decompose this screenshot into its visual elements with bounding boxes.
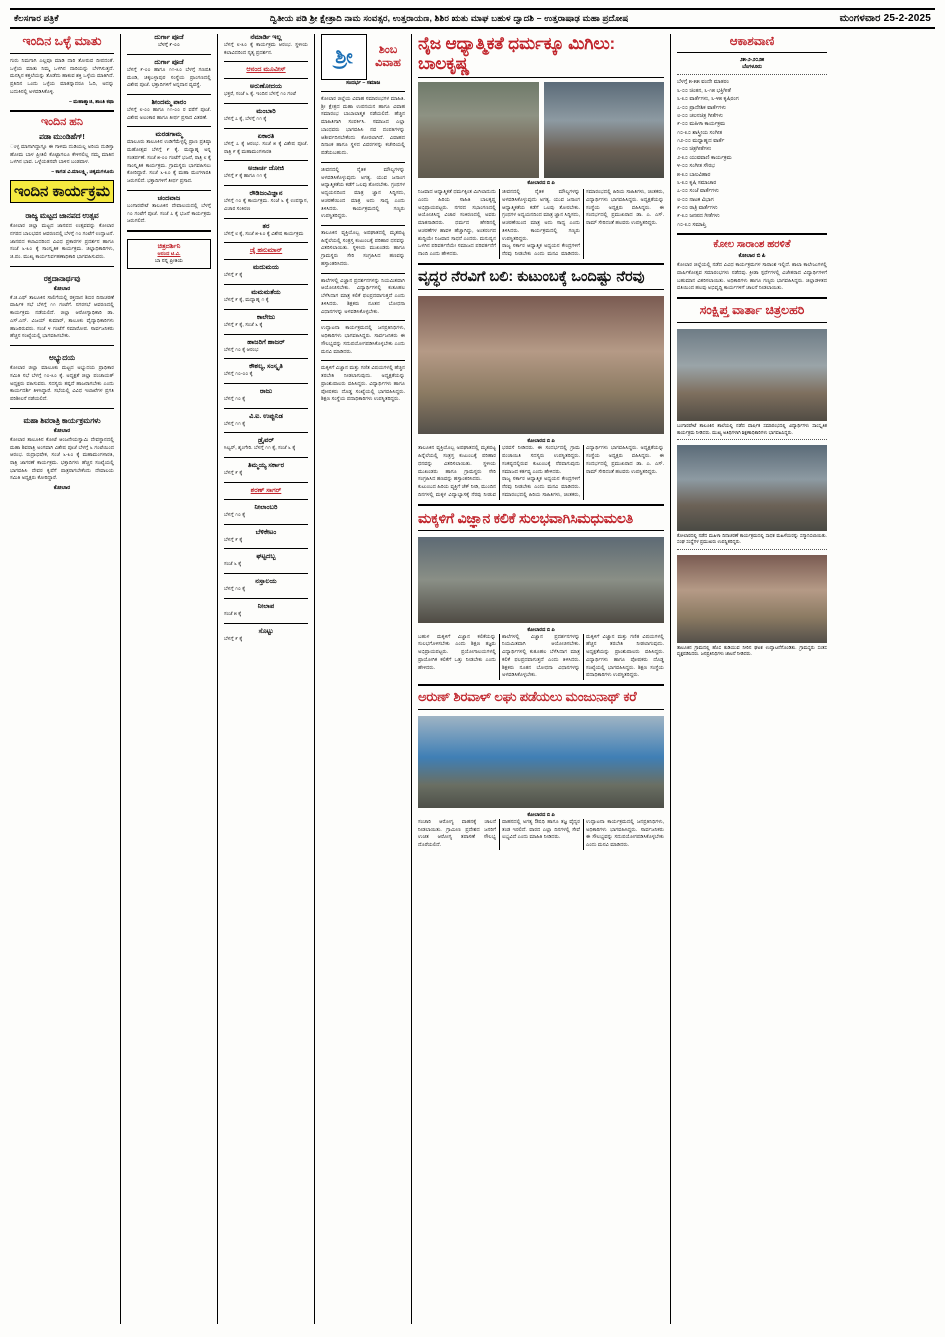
program-title: ಅಭ್ಯುದಯ	[49, 353, 75, 363]
listing-title: ನೀಲಾಪ	[257, 602, 275, 610]
listing-title: ಜೈ ಹನುಮಾನ್	[249, 247, 283, 255]
mid-body-2: ಕುಟುಂಬದ ಹಿರಿಯ ವ್ಯಕ್ತಿಗೆ ಚೆಕ್ ನೀಡಿ, ಮುಂದಿನ ದಿನಗಳಲ್ಲಿ ಮಕ್ಕಳ ವಿದ್ಯಾಭ್ಯಾಸಕ್ಕೆ ನೆರವು ನೀಡುವ ಭರವಸೆ ನೀಡಿದರು. ಈ ಸಂದರ್ಭದಲ್ಲಿ ಗ್ರಾಮ ಪಂಚಾಯಿತಿ ಸದಸ್ಯರು ಉಪಸ್ಥಿತರಿದ್ದರು. ಸಂಕಷ್ಟದಲ್ಲಿರುವ ಕುಟುಂಬಕ್ಕೆ ನೆರವಾಗುವುದು ಸಮಾಜದ ಕರ್ತವ್ಯ ಎಂದು ಹೇಳಿದರು.	[418, 445, 580, 498]
listing-4	[224, 133, 308, 156]
listing-title: ತರ	[262, 222, 270, 230]
listing-24	[224, 628, 308, 644]
listing-11	[224, 314, 308, 330]
marriage-section-body-3: ತಾಲೂಕಿನ ವ್ಯಕ್ತಿಯೊಬ್ಬ ಅಪಘಾತದಲ್ಲಿ ಮೃತಪಟ್ಟ ಹಿನ್ನೆಲೆಯಲ್ಲಿ ಸಂತ್ರಸ್ತ ಕುಟುಂಬಕ್ಕೆ ಪರಿಹಾರ ಧನವನ್ನು ವಿತರಿಸಲಾಯಿತು. ಸ್ಥಳೀಯ ಮುಖಂಡರು ಹಾಗೂ ಗ್ರಾಮಸ್ಥರು ಸೇರಿ ಸಂಗ್ರಹಿಸಿದ ಹಣವನ್ನು ಹಸ್ತಾಂತರಿಸಿದರು.	[321, 230, 405, 267]
listing-title: ಆನಂದ ಮೂವೀಸ್	[246, 66, 286, 74]
listing-body: ಬೆಳಗ್ಗೆ ೧೦ ಕ್ಕೆ	[224, 511, 246, 518]
listing-body: ಬೆಳಗ್ಗೆ ೯ ಕ್ಕೆ	[224, 272, 243, 279]
durga-pooja-time: ಬೆಳಗ್ಗೆ ೯-೦೦	[158, 42, 180, 48]
tv-section-heading: ಕೋಲ ಸಾರಾಂಶ ಹರಳಿತೆ	[713, 239, 791, 251]
program-title: ರಕ್ತದಾನಾರ್ಥವು	[43, 273, 81, 283]
brief-caption-2: ಕೋಲಾರದಲ್ಲಿ ನಡೆದ ಮಹಿಳಾ ದಿನಾಚರಣೆ ಕಾರ್ಯಕ್ರಮದಲ್ಲಿ ಸಾಧಕ ಮಹಿಳೆಯರನ್ನು ಸನ್ಮಾನಿಸಲಾಯಿತು. ಸಂಘ ಸಂಸ್ಥೆಗಳ ಪ್ರಮುಖರು ಉಪಸ್ಥಿತರಿದ್ದರು.	[677, 532, 827, 545]
cinema-ad-chitradarshini[interactable]	[127, 239, 211, 269]
good-word-signature: – ಮಹಾತ್ಮಾಜಿ, ಶಾಂತಿ ಕಥಾ	[68, 98, 114, 105]
listing-title: ನೀಲಾಂಬರಿ	[254, 503, 278, 511]
listing-body: ಸಿಲ್ವರ್, ಶೃಂಗೇರಿ. ಬೆಳಗ್ಗೆ ೧೧ ಕ್ಕೆ, ಸಂಜೆ ೬ ಕ್ಕೆ	[224, 445, 296, 452]
masthead-date: ಮಂಗಳವಾರ 25-2-2025	[839, 13, 931, 24]
brief-photo-2	[677, 445, 827, 531]
program-body: ಕೋಲಾರ ತಾಲೂಕಿನ ಕೋಟೆ ಆಂಜನೇಯಸ್ವಾಮಿ ದೇವಸ್ಥಾನದಲ್ಲಿ ಮಹಾ ಶಿವರಾತ್ರಿ ಅಂಗವಾಗಿ ವಿಶೇಷ ಪೂಜೆ ಬೆಳಗ್ಗೆ ೬ ಗಂಟೆಯಿಂದ ಆರಂಭ. ರುದ್ರಾಭಿಷೇಕ, ಸಂಜೆ ೬-೩೦ ಕ್ಕೆ ಮಹಾಮಂಗಳಾರತಿ, ರಾತ್ರಿ ಜಾಗರಣೆ ಕಾರ್ಯಕ್ರಮ. ಭಕ್ತಾದಿಗಳು ಹೆಚ್ಚಿನ ಸಂಖ್ಯೆಯಲ್ಲಿ ಭಾಗವಹಿಸಿ ದೇವರ ಕೃಪೆಗೆ ಪಾತ್ರರಾಗಬೇಕೆಂದು ದೇವಾಲಯ ಸಮಿತಿ ಅಧ್ಯಕ್ಷರು ಕೋರಿದ್ದಾರೆ.	[10, 436, 114, 482]
listing-3	[224, 108, 308, 124]
mid-photo	[418, 296, 664, 434]
listing-body: ಬೆಳಗ್ಗೆ ೭ ಕ್ಕೆ, ಬೆಳಗ್ಗೆ ೧೧ ಕ್ಕೆ	[224, 116, 267, 123]
tv-section-place: ಕೋಲಾರ ಬಿ ಪಿ	[738, 253, 766, 260]
bottom-photo-caption: ಕೋಲಾರದ ಬಿ ಪಿ	[527, 811, 555, 818]
listing-title: ಕಾಲೇಜು	[256, 313, 276, 321]
temple-name: ಮರಡಗಾಮ್ಮ	[155, 131, 183, 139]
listing-title: ಹಾಜರಿಗೆ ಹಾಜರ್	[247, 338, 285, 346]
listing-body: ಸಂಜೆ ೫ ಕ್ಕೆ	[224, 610, 242, 617]
temple-detail: ಮಾಲೂರು ತಾಲೂಕಿನ ಉಡಿಗೆಮೆಳ್ಳಲ್ಲಿ ಪ್ರಾಣ ಪ್ರತಿಷ್ಠಾ ಮಹೋತ್ಸವ ಬೆಳಗ್ಗೆ ೯ ಕ್ಕೆ. ಮಧ್ಯಾಹ್ನ ಅನ್ನ ಸಂತರ್ಪಣೆ. ಸಂಜೆ ೫-೦೦ ಗಂಟೆಗೆ ಭಜನೆ, ರಾತ್ರಿ ೮ ಕ್ಕೆ ಸಾಂಸ್ಕೃತಿಕ ಕಾರ್ಯಕ್ರಮ. ಗ್ರಾಮಸ್ಥರು ಭಾಗವಹಿಸಲು ಕೋರಿದ್ದಾರೆ. ಸಂಜೆ ೬-೩೦ ಕ್ಕೆ ಮಹಾ ಮಂಗಳಾರತಿ ಜರುಗಲಿದೆ. ಭಕ್ತಾದಿಗಳಿಗೆ ತೀರ್ಥ ಪ್ರಸಾದ.	[127, 139, 211, 185]
listing-22	[224, 578, 308, 594]
akashvani-line-15: ೯-೦೦ ರಾತ್ರಿ ವಾರ್ತೆಗಳು	[677, 205, 718, 212]
publication-logo: ಶ್ರೀ	[321, 34, 367, 80]
listing-18[interactable]	[224, 487, 308, 495]
listing-10	[224, 289, 308, 305]
listing-title: ವಿ.ಐ. ಉಪ್ಪುನಿಡ	[249, 412, 283, 420]
listing-title: ಮದುಮಯ	[253, 264, 279, 272]
drop-body: ಂಳ್ಳ ಮಾಗಾಗಿದ್ದಾಗ್ಲೂ ಈ ಗಾಳಿಮ ದುಡಿಯಲ್ಲ ಅರಿಯ ದುಡಿಸ್ತಾ ಹೋಮ ಬಾಳ ಪ್ರೀತಿಲಿ ಕೊಟ್ಟಾಗಲೂ ಕೇಳಿಸಲಿಲ್ಲ ನಮ್ಮ ಮಾತಿನ ಒಳಗಿನ ಭಾವ. ಒಳ್ಳೆಯತನವೇ ಬಾಳಿನ ಬಂಡವಾಳ.	[10, 143, 114, 166]
masthead-left: ಕೆಲಸಗಾರ ಪತ್ರಿಕೆ	[14, 13, 59, 23]
listing-body: ಬೆಳಗ್ಗೆ ೯ ಕ್ಕೆ, ಸಂಜೆ ೬ ಕ್ಕೆ	[224, 321, 263, 328]
listing-9	[224, 264, 308, 280]
mid-body-3: ರಾಜ್ಯ ಸರ್ಕಾರ ಆಧ್ಯಾತ್ಮಿಕ ಅಧ್ಯಯನ ಕೇಂದ್ರಗಳಿಗೆ ನೆರವು ನೀಡಬೇಕು ಎಂದು ಮನವಿ ಮಾಡಿದರು. ಸಮಾರಂಭದಲ್ಲಿ ಹಿರಿಯ ಸಾಹಿತಿಗಳು, ಚಿಂತಕರು, ವಿದ್ಯಾರ್ಥಿಗಳು ಭಾಗವಹಿಸಿದ್ದರು. ಅಧ್ಯಕ್ಷತೆಯನ್ನು ಸಂಸ್ಥೆಯ ಅಧ್ಯಕ್ಷರು ವಹಿಸಿದ್ದರು. ಈ ಸಂದರ್ಭದಲ್ಲಿ ಪ್ರಮುಖರಾದ ಡಾ. ಎ. ಎಸ್. ರಾಮ್ ಸೇರಿದಂತೆ ಹಲವರು ಉಪಸ್ಥಿತರಿದ್ದರು.	[502, 445, 664, 498]
lower-headline: ಮಕ್ಕಳಿಗೆ ವಿಜ್ಞಾನ ಕಲಿಕೆ ಸುಲಭವಾಗಿಸಿಮಧುಮಲತಿ	[418, 509, 633, 526]
drop-subheading: ಪಡಾ ಮುಂಡಿಹೆಗ್!	[39, 131, 85, 141]
listing-title: ಏಕಾರತಿ	[257, 132, 275, 140]
listing-title: ನಸ್ತಾಲಯ	[255, 578, 277, 586]
listing-body: ಬೆಳಗ್ಗೆ ೧೦ ಕ್ಕೆ ಆರಂಭ	[224, 346, 259, 353]
akashvani-line-2: ೬-೩೦ ವಾರ್ತೆಗಳು, ೬-೪೫ ಕೃಷಿರಂಗ	[677, 96, 739, 103]
column-3	[224, 34, 308, 1324]
listing-23	[224, 603, 308, 619]
akashvani-line-12: ೬-೩೦ ಕೃಷಿ ಸಮಾಚಾರ	[677, 179, 717, 186]
bottom-body-3: ಉದ್ಘಾಟನಾ ಕಾರ್ಯಕ್ರಮದಲ್ಲಿ ಜನಪ್ರತಿನಿಧಿಗಳು, ಅಧಿಕಾರಿಗಳು ಭಾಗವಹಿಸಿದ್ದರು. ಸಾರ್ವಜನಿಕರು ಈ ಸೌಲಭ್ಯವನ್ನು ಸದುಪಯೋಗಪಡಿಸಿಕೊಳ್ಳಬೇಕು ಎಂದು ಮನವಿ ಮಾಡಿದರು.	[586, 818, 664, 849]
listing-body: ಬೆಳಗ್ಗೆ ೧೦ ಕ್ಕೆ	[224, 586, 246, 593]
listing-title: ಬೆಳಿಕೇಟಂ	[255, 528, 277, 536]
program-place: ಕೋಲಾರ	[53, 427, 71, 434]
program-body: ಕೋಲಾರ ಜಿಲ್ಲಾ ಮಾಲೂಕು ಮಟ್ಟದ ಅಭ್ಯುದಯ ಪ್ರಾಧಿಕಾರ ಸಮಿತಿ ಸಭೆ ಬೆಳಗ್ಗೆ ೧೦-೩೦ ಕ್ಕೆ. ಅಧ್ಯಕ್ಷತೆ ಜಿಲ್ಲಾ ಪಂಚಾಯತ್ ಅಧ್ಯಕ್ಷರು ವಹಿಸುವರು. ಸದಸ್ಯರು ತಪ್ಪದೆ ಹಾಜರಾಗಬೇಕು ಎಂದು ಕಾರ್ಯದರ್ಶಿ ತಿಳಿಸಿದ್ದಾರೆ. ಸಭೆಯಲ್ಲಿ ವಿವಿಧ ಇಲಾಖೆಗಳ ಪ್ರಗತಿ ಪರಿಶೀಲನೆ ನಡೆಯಲಿದೆ.	[10, 365, 114, 403]
mid-body-1: ತಾಲೂಕಿನ ವ್ಯಕ್ತಿಯೊಬ್ಬ ಅಪಘಾತದಲ್ಲಿ ಮೃತಪಟ್ಟ ಹಿನ್ನೆಲೆಯಲ್ಲಿ ಸಂತ್ರಸ್ತ ಕುಟುಂಬಕ್ಕೆ ಪರಿಹಾರ ಧನವನ್ನು ವಿತರಿಸಲಾಯಿತು. ಸ್ಥಳೀಯ ಮುಖಂಡರು ಹಾಗೂ ಗ್ರಾಮಸ್ಥರು ಸೇರಿ ಸಂಗ್ರಹಿಸಿದ ಹಣವನ್ನು ಹಸ್ತಾಂತರಿಸಿದರು.	[418, 445, 496, 483]
good-word-heading: ಇಂದಿನ ಒಳ್ಳೆ ಮಾತು	[22, 34, 102, 48]
durga-pooja-heading: ದುರ್ಗಾ ಪೂಜೆ	[154, 34, 184, 41]
column-2	[127, 34, 211, 1324]
lead-photo-2	[544, 82, 665, 178]
temple-item-0	[127, 59, 211, 90]
listing-6	[224, 190, 308, 213]
listing-title: ಅರುಣೋದಯ	[249, 83, 283, 91]
lower-photo-caption: ಕೋಲಾರದ ಬಿ ಪಿ	[527, 626, 555, 633]
listing-15	[224, 413, 308, 429]
listing-13	[224, 363, 308, 379]
temple-item-3	[127, 195, 211, 226]
listing-body: ಬೆಳಗ್ಗೆ ೯ ಕ್ಕೆ, ಮಧ್ಯಾಹ್ನ ೧ ಕ್ಕೆ	[224, 297, 269, 304]
listing-body: ಸಂಜೆ ೬ ಕ್ಕೆ	[224, 561, 242, 568]
brief-photo-1	[677, 329, 827, 421]
listing-16	[224, 437, 308, 453]
akashvani-line-1: ೬-೦೦ ಚಿಂತನ, ೬-೧೫ ಭಕ್ತಿಗೀತೆ	[677, 87, 731, 94]
listing-8[interactable]	[224, 247, 308, 255]
listing-title: ಡ್ರೈವರ್	[257, 437, 275, 445]
listing-body: ಬೆಳಗ್ಗೆ ೧೧ ಕ್ಕೆ	[224, 420, 246, 427]
drop-signature: – ಕಾಗಡ ವಿ.ಮಾಲಕ್ಷ್ಮಿ, ಚಿಕ್ಕಮಗಳೂರು	[51, 169, 114, 176]
akashvani-line-10: ೪-೦೦ ಸಂಗೀತ ಸೌರಭ	[677, 163, 715, 170]
cinema-ad-title: ಚಿತ್ರದರ್ಶಿನಿ	[157, 243, 181, 251]
bottom-photo	[418, 716, 664, 808]
tv-section-body: ಕೋಲಾರ ಜಿಲ್ಲೆಯಲ್ಲಿ ನಡೆದ ವಿವಿಧ ಕಾರ್ಯಕ್ರಮಗಳ ಸಾರಾಂಶ ಇಲ್ಲಿದೆ. ಶಾಲಾ ಕಾಲೇಜುಗಳಲ್ಲಿ ವಾರ್ಷಿಕೋತ್ಸವ ಸಮಾರಂಭಗಳು ನಡೆದವು. ಕ್ರೀಡಾ ಸ್ಪರ್ಧೆಗಳಲ್ಲಿ ವಿಜೇತರಾದ ವಿದ್ಯಾರ್ಥಿಗಳಿಗೆ ಬಹುಮಾನ ವಿತರಿಸಲಾಯಿತು. ಅಧಿಕಾರಿಗಳು ಹಾಗೂ ಗಣ್ಯರು ಭಾಗವಹಿಸಿದ್ದರು. ಜಿಲ್ಲಾಡಳಿತದ ವತಿಯಿಂದ ಹಲವು ಅಭಿವೃದ್ಧಿ ಕಾರ್ಯಗಳಿಗೆ ಚಾಲನೆ ನೀಡಲಾಯಿತು.	[677, 262, 827, 292]
akashvani-heading: ಆಕಾಶವಾಣಿ	[729, 34, 775, 48]
listing-body: ಭಕ್ತರೆ, ಸಂಜೆ ೬ ಕ್ಕೆ. ಇಂದಿನ ಬೆಳಗ್ಗೆ ೧೦ ಗಂಟೆ	[224, 91, 296, 98]
listing-5	[224, 165, 308, 181]
right-column	[677, 34, 827, 1324]
akashvani-line-3: ೭-೦೦ ಪ್ರಾದೇಶಿಕ ವಾರ್ತೆಗಳು	[677, 104, 726, 111]
listing-12	[224, 339, 308, 355]
marriage-section-body: ಕೋಲಾರ ಜಿಲ್ಲೆಯ ವಿವಾಹ ಸಮಾರಂಭಗಳ ಮಾಹಿತಿ. ಶ್ರೀ ಕ್ಷೇತ್ರದ ಮಹಾ ಉಪನಯನ ಹಾಗೂ ವಿವಾಹ ಸಮಾರಂಭ ಬಾಬಾಲಾತ್ಮಕ ನಡೆಯಲಿದೆ. ಹೆಚ್ಚಿನ ಮಾಹಿತಿಗಾಗಿ ಸಂಪರ್ಕಿಸಿ. ಸಮಾಜದ ಎಲ್ಲಾ ಬಾಂಧವರು ಭಾಗವಹಿಸಿ ನವ ದಂಪತಿಗಳನ್ನು ಆಶೀರ್ವದಿಸಬೇಕೆಂದು ಕೋರಲಾಗಿದೆ. ವಿವಾಹದ ದಿನಾಂಕ ಹಾಗೂ ಸ್ಥಳದ ವಿವರಗಳನ್ನು ಕಚೇರಿಯಲ್ಲಿ ಪಡೆಯಬಹುದು.	[321, 96, 405, 157]
akashvani-date: ೨೫-೨-೨೦೨೫	[739, 57, 765, 64]
listing-body: ಬೆಳಗ್ಗೆ ೧೦-೦೦ ಕ್ಕೆ	[224, 371, 253, 378]
lower-body-3: ಮಕ್ಕಳಿಗೆ ವಿಜ್ಞಾನ ಮತ್ತು ಗಣಿತ ವಿಷಯಗಳಲ್ಲಿ ಹೆಚ್ಚಿನ ತರಬೇತಿ ನೀಡಲಾಗುವುದು. ಅಧ್ಯಕ್ಷತೆಯನ್ನು ಪ್ರಾಂಶುಪಾಲರು ವಹಿಸಿದ್ದರು. ವಿದ್ಯಾರ್ಥಿಗಳು ಹಾಗೂ ಪೋಷಕರು ದೊಡ್ಡ ಸಂಖ್ಯೆಯಲ್ಲಿ ಭಾಗವಹಿಸಿದ್ದರು. ಶಿಕ್ಷಣ ಸಂಸ್ಥೆಯ ಪದಾಧಿಕಾರಿಗಳು ಉಪಸ್ಥಿತರಿದ್ದರು.	[586, 633, 664, 679]
marriage-section-body-5: ಉದ್ಘಾಟನಾ ಕಾರ್ಯಕ್ರಮದಲ್ಲಿ ಜನಪ್ರತಿನಿಧಿಗಳು, ಅಧಿಕಾರಿಗಳು ಭಾಗವಹಿಸಿದ್ದರು. ಸಾರ್ವಜನಿಕರು ಈ ಸೌಲಭ್ಯವನ್ನು ಸದುಪಯೋಗಪಡಿಸಿಕೊಳ್ಳಬೇಕು ಎಂದು ಮನವಿ ಮಾಡಿದರು.	[321, 325, 405, 355]
listing-body: ಬೆಳಗ್ಗೆ ೧೦ ಕ್ಕೆ ಕಾರ್ಯಕ್ರಮ. ಸಂಜೆ ೬ ಕ್ಕೆ ಉಪನ್ಯಾಸ, ವಿಚಾರ ಸಂಕಿರಣ	[224, 198, 308, 212]
bottom-body-1: ಸಂಚಾರಿ ಆರೋಗ್ಯ ವಾಹನಕ್ಕೆ ಚಾಲನೆ ನೀಡಲಾಯಿತು. ಗ್ರಾಮೀಣ ಪ್ರದೇಶದ ಜನರಿಗೆ ಉಚಿತ ಆರೋಗ್ಯ ತಪಾಸಣೆ ಸೌಲಭ್ಯ ದೊರೆಯಲಿದೆ.	[418, 818, 496, 849]
listing-title: ಮಂಬಾರಿ	[256, 108, 276, 116]
marriage-section-body-6: ಮಕ್ಕಳಿಗೆ ವಿಜ್ಞಾನ ಮತ್ತು ಗಣಿತ ವಿಷಯಗಳಲ್ಲಿ ಹೆಚ್ಚಿನ ತರಬೇತಿ ನೀಡಲಾಗುವುದು. ಅಧ್ಯಕ್ಷತೆಯನ್ನು ಪ್ರಾಂಶುಪಾಲರು ವಹಿಸಿದ್ದರು. ವಿದ್ಯಾರ್ಥಿಗಳು ಹಾಗೂ ಪೋಷಕರು ದೊಡ್ಡ ಸಂಖ್ಯೆಯಲ್ಲಿ ಭಾಗವಹಿಸಿದ್ದರು. ಶಿಕ್ಷಣ ಸಂಸ್ಥೆಯ ಪದಾಧಿಕಾರಿಗಳು ಉಪಸ್ಥಿತರಿದ್ದರು.	[321, 365, 405, 403]
listing-2	[224, 83, 308, 99]
program-item-1	[10, 271, 114, 341]
akashvani-line-7: ೧೨-೦೦ ಮಧ್ಯಾಹ್ನದ ವಾರ್ತೆ	[677, 138, 725, 145]
program-title: ಮಹಾ ಶಿವರಾತ್ರಿ ಕಾರ್ಯಕ್ರಮಗಳು	[23, 415, 101, 425]
program-body: ಕೆ.ಜಿ.ಎಫ್ ತಾಲೂಕಿನ ಸಾಲಿಗೆಯಲ್ಲಿ ರಕ್ತದಾನ ಶಿಬಿರ ದಿನಾಚರಣೆ ವಾರ್ಷಿಕ ಸಭೆ ಬೆಳಗ್ಗೆ ೧೧ ಗಂಟೆಗೆ. ನಗರಸಭೆ ಆವರಣದಲ್ಲಿ ಕಾರ್ಯಕ್ರಮ ನಡೆಯಲಿದೆ. ಜಿಲ್ಲಾ ಆರೋಗ್ಯಾಧಿಕಾರಿ ಡಾ. ಎಸ್.ಎನ್. ವಿಜಯ್ ಕುಮಾರ್, ತಾಲೂಕು ವೈದ್ಯಾಧಿಕಾರಿಗಳು ಹಾಜರಿರುವರು. ಸಂಜೆ ೪ ಗಂಟೆಗೆ ಸಮಾರೋಪ. ಸಾರ್ವಜನಿಕರು ಹೆಚ್ಚಿನ ಸಂಖ್ಯೆಯಲ್ಲಿ ಭಾಗವಹಿಸಬೇಕು.	[10, 294, 114, 340]
listing-body: ಬೆಳಗ್ಗೆ ೭ ಕ್ಕೆ ಆರಂಭ. ಸಂಜೆ ೫ ಕ್ಕೆ ವಿಶೇಷ ಪೂಜೆ. ರಾತ್ರಿ ೯ ಕ್ಕೆ ಮಹಾಮಂಗಳಾರತಿ	[224, 140, 308, 155]
lead-headline: ನೈಜ ಆಧ್ಯಾತ್ಮಿಕತೆ ಧರ್ಮಕ್ಕೂ ಮಿಗಿಲು: ಬಾಲಕೃಷ್ಣ	[418, 34, 616, 73]
listing-title: ಕೌಶಲ್ಯ, ಸಂಸ್ಕೃತಿ	[249, 363, 283, 371]
akashvani-station: ಬೆಂಗಳೂರು	[742, 64, 762, 71]
akashvani-line-11: ೫-೩೦ ಬಾಲವಿಹಾರ	[677, 171, 711, 178]
listing-body: ಬೆಳಗ್ಗೆ ೧೦ ಕ್ಕೆ	[224, 396, 246, 403]
listing-title: ನೆಮಾರ್ಡಿ ಇಲ್ಲ	[250, 34, 282, 41]
bottom-body-2: ವಾಹನದಲ್ಲಿ ಅಗತ್ಯ ಔಷಧಿ ಹಾಗೂ ತಜ್ಞ ವೈದ್ಯರ ತಂಡ ಇರಲಿದೆ. ವಾರದ ಎಲ್ಲಾ ದಿನಗಳಲ್ಲಿ ಸೇವೆ ಲಭ್ಯವಿದೆ ಎಂದು ಮಾಹಿತಿ ನೀಡಿದರು.	[502, 818, 580, 841]
masthead-center: ದ್ವಿತೀಯ ಪಡಿ ಶ್ರೀ ಕ್ಷೇತ್ರಾದಿ ನಾಮ ಸಂವತ್ಸರ, ಉತ್ತರಾಯಣ, ಶಿಶಿರ ಋತು ಮಾಘ ಬಹುಳ ದ್ವಾದಶಿ – ಉತ್ತರಾಷಾಢ ಮಹಾ ಪ್ರದೋಷ	[269, 13, 629, 23]
good-word-body: ಗುರು ನಿಮಗಾಗಿ ಎಲ್ಲವೂ ಮಾಡಿ ದಾರಿ ತೋರುವ ದೀಪದಂತೆ. ಒಳ್ಳೆಯ ಮಾತು ನಿಮ್ಮ ಒಳಗಿನ ದಾರಿಯನ್ನು ಬೆಳಗಿಸುತ್ತದೆ. ಮನಸ್ಸಿನ ಕತ್ತಲೆಯನ್ನು ತೊಡೆದು ಹಾಕುವ ಶಕ್ತಿ ಒಳ್ಳೆಯ ಮಾತಿಗಿದೆ. ಪ್ರತಿದಿನ ಒಂದು ಒಳ್ಳೆಯ ಮಾತನ್ನಾದರೂ ಓದಿ, ಅದನ್ನು ಬದುಕಿನಲ್ಲಿ ಅಳವಡಿಸಿಕೊಳ್ಳಿ.	[10, 58, 114, 95]
akashvani-line-6: ೧೦-೩೦ ಶಾಸ್ತ್ರೀಯ ಸಂಗೀತ	[677, 129, 723, 136]
marriage-section-body-4: ಶಾಲೆಗಳಲ್ಲಿ ವಿಜ್ಞಾನ ಪ್ರದರ್ಶನಗಳನ್ನು ನಿಯಮಿತವಾಗಿ ಆಯೋಜಿಸಬೇಕು. ವಿದ್ಯಾರ್ಥಿಗಳಲ್ಲಿ ಕುತೂಹಲ ಬೆಳೆಸಿದಾಗ ಮಾತ್ರ ಕಲಿಕೆ ಫಲಪ್ರದವಾಗುತ್ತದೆ ಎಂದು ತಿಳಿಸಿದರು. ಶಿಕ್ಷಕರು ನೂತನ ಬೋಧನಾ ವಿಧಾನಗಳನ್ನು ಅಳವಡಿಸಿಕೊಳ್ಳಬೇಕು.	[321, 277, 405, 315]
lead-body-1: ನಿಜವಾದ ಆಧ್ಯಾತ್ಮಿಕತೆ ಧರ್ಮಕ್ಕಿಂತ ಮಿಗಿಲಾದುದು ಎಂದು ಹಿರಿಯ ಸಾಹಿತಿ ಬಾಲಕೃಷ್ಣ ಅಭಿಪ್ರಾಯಪಟ್ಟರು. ನಗರದ ಸಭಾಂಗಣದಲ್ಲಿ ಆಯೋಜಿಸಿದ್ದ ವಿಚಾರ ಸಂಕಿರಣದಲ್ಲಿ ಅವರು ಮಾತನಾಡಿದರು. ಧರ್ಮದ ಹೆಸರಿನಲ್ಲಿ ಆಚರಣೆಗಳ ಹಾವಳಿ ಹೆಚ್ಚಾಗಿದ್ದು, ಅಂತರಂಗದ ಶುದ್ಧಿಯೇ ನಿಜವಾದ ಸಾಧನೆ ಎಂದರು. ಮನುಷ್ಯನ ಒಳಗಿನ ಪರಿವರ್ತನೆಯೇ ಸಮಾಜದ ಪರಿವರ್ತನೆಗೆ ನಾಂದಿ ಎಂದು ಹೇಳಿದರು.	[418, 189, 496, 257]
lower-photo	[418, 537, 664, 623]
listing-body: ಬೆಳಗ್ಗೆ ೮ ಕ್ಕೆ, ಸಂಜೆ ೫-೩೦ ಕ್ಕೆ ವಿಶೇಷ ಕಾರ್ಯಕ್ರಮ	[224, 230, 304, 237]
listing-body: ಬೆಳಗ್ಗೆ ೯ ಕ್ಕೆ	[224, 470, 243, 477]
temple-detail: ಬೆಳಗ್ಗೆ ೯-೦೦ ಹಾಗೂ ೧೧-೩೦ ಬೆಳಗ್ಗೆ ಗಣಪತಿ ಮಂಡಿ, ಚಿಕ್ಕಬಳ್ಳಾಪುರ ಸಂಸ್ಥೆಯ ಪ್ರಾಂಗಣದಲ್ಲಿ ವಿಶೇಷ ಪೂಜೆ. ಭಕ್ತಾದಿಗಳಿಗೆ ಅನ್ನದಾನ ವ್ಯವಸ್ಥೆ.	[127, 66, 211, 89]
listing-title: ಸೊಟ್ಟು	[258, 627, 274, 635]
listing-body: ಬೆಳಗ್ಗೆ ೯ ಕ್ಕೆ ಹಾಗೂ ೧೧ ಕ್ಕೆ	[224, 173, 267, 180]
page-columns	[10, 34, 935, 1324]
marriage-section-title: ಶಿಂಬ ವಿವಾಹ	[375, 43, 401, 69]
akashvani-line-14: ೮-೦೦ ನಾಟಕ ವಿಭಾಗ	[677, 196, 714, 203]
listing-0	[224, 34, 308, 57]
temple-name: ಚಂದವಾಜ	[157, 194, 181, 202]
bottom-headline: ಅರುಣ್ ಶಿರವಾಳ್ ಲಘು ಪಡೆಯಲು ಮಂಜುನಾಥ್ ಕರೆ	[418, 689, 637, 705]
column-1	[10, 34, 114, 1324]
brief-photo-3	[677, 555, 827, 643]
listing-body: ಬೆಳಗ್ಗೆ ೮-೩೦ ಕ್ಕೆ ಕಾರ್ಯಕ್ರಮ ಆರಂಭ. ಸ್ಥಳೀಯ ಕಲಾವಿದರಿಂದ ನೃತ್ಯ ಪ್ರದರ್ಶನ.	[224, 42, 308, 56]
temple-name: ದುರ್ಗಾ ಪೂಜೆ	[154, 58, 184, 66]
listing-title: ರಾಜು	[259, 388, 273, 396]
akashvani-line-4: ೮-೦೦ ಚಲನಚಿತ್ರ ಗೀತೆಗಳು	[677, 112, 723, 119]
marriage-section-subtitle: ಸಂದರ್ಭ – ಸಮಾಜ	[345, 80, 381, 86]
listing-21	[224, 553, 308, 569]
listing-1[interactable]	[224, 66, 308, 74]
listing-body: ಬೆಳಗ್ಗೆ ೯ ಕ್ಕೆ	[224, 536, 243, 543]
listing-19	[224, 504, 308, 520]
temple-detail: ಬಂಗಾರಪೇಟೆ ತಾಲೂಕಿನ ದೇವಾಲಯದಲ್ಲಿ ಬೆಳಗ್ಗೆ ೧೦ ಗಂಟೆಗೆ ಪೂಜೆ. ಸಂಜೆ ೭ ಕ್ಕೆ ಭಜನೆ ಕಾರ್ಯಕ್ರಮ ಜರುಗಲಿದೆ.	[127, 202, 211, 225]
listing-17	[224, 462, 308, 478]
program-title: ರಾಜ್ಯ ಮಟ್ಟದ ಜಾನಪದ ಉತ್ಸವ	[25, 211, 99, 221]
brief-caption-3: ತಾಲೂಕಿನ ಗ್ರಾಮದಲ್ಲಿ ಹೊಸ ಕುಡಿಯುವ ನೀರಿನ ಘಟಕ ಉದ್ಘಾಟನೆಗೊಂಡಿತು. ಗ್ರಾಮಸ್ಥರು ಸಂತಸ ವ್ಯಕ್ತಪಡಿಸಿದರು. ಜನಪ್ರತಿನಿಧಿಗಳು ಚಾಲನೆ ನೀಡಿದರು.	[677, 644, 827, 657]
lead-photos	[418, 82, 664, 178]
temple-item-1	[127, 99, 211, 122]
lead-photo-caption: ಕೋಲಾರದ ಬಿ ಪಿ	[527, 180, 555, 187]
akashvani-line-16: ೯-೩೦ ಜನಪದ ಗೀತೆಗಳು	[677, 213, 720, 220]
column-4	[321, 34, 405, 1324]
brief-news-heading: ಸಂಕ್ಷಿಪ್ತ ವಾರ್ತಾ ಚಿತ್ರಲಹರಿ	[699, 303, 805, 318]
listing-7	[224, 223, 308, 239]
listing-title: ಶರಣ್ ಸಾಗರ್	[250, 486, 282, 494]
cinema-ad-movie: ಬಾ ನನ್ನ ಪ್ರೀತಿಯ	[154, 258, 184, 265]
program-item-3	[10, 413, 114, 483]
main-column	[418, 34, 664, 1324]
listing-title: ಅಜಾರ್ಚ ಜೋಜಿ	[247, 165, 285, 173]
drop-heading: ಇಂದಿನ ಹನಿ	[40, 115, 84, 128]
cinema-ad-channel: ಆನಂದ ಟಿ.ವಿ.	[157, 251, 181, 258]
today-program-banner: ಇಂದಿನ ಕಾರ್ಯಕ್ರಮ	[10, 180, 114, 203]
akashvani-line-0: ಬೆಳಗ್ಗೆ ೫-೫೫ ವಂದೇ ಮಾತರಂ	[677, 79, 729, 86]
akashvani-line-5: ೯-೦೦ ಮಹಿಳಾ ಕಾರ್ಯಕ್ರಮ	[677, 121, 726, 128]
mid-headline: ವೃದ್ಧರ ನೆರವಿಗೆ ಬಲಿ: ಕುಟುಂಬಕ್ಕೆ ಒಂದಿಷ್ಟು ನೆರವು	[418, 268, 645, 285]
akashvani-line-17: ೧೦-೩೦ ಸಮಾಪ್ತಿ	[677, 221, 707, 228]
akashvani-line-9: ೨-೩೦ ಯುವವಾಣಿ ಕಾರ್ಯಕ್ರಮ	[677, 154, 732, 161]
lead-photo-1	[418, 82, 539, 178]
akashvani-line-8: ೧-೦೦ ಚಿತ್ರಗೀತೆಗಳು	[677, 146, 712, 153]
listing-title: ತಿಮ್ಮಯ್ಯ ಸರ್ಕಾರ	[247, 462, 285, 470]
listing-20	[224, 529, 308, 545]
column1-footer-place: ಕೋಲಾರ	[53, 485, 71, 492]
listing-title: ರೌಡಿಜಂವಿಜ್ಞಾನ	[249, 190, 283, 198]
listing-title: ಮಮಮತೆಯ	[251, 289, 281, 297]
marriage-section-body-2: ಜೀವನದಲ್ಲಿ ನೈತಿಕ ಮೌಲ್ಯಗಳನ್ನು ಅಳವಡಿಸಿಕೊಳ್ಳುವುದು ಅಗತ್ಯ. ಯುವ ಜನಾಂಗ ಆಧ್ಯಾತ್ಮಿಕತೆಯ ಕಡೆಗೆ ಒಲವು ತೋರಬೇಕು. ಗ್ರಂಥಗಳ ಅಧ್ಯಯನದಿಂದ ಮಾತ್ರ ಜ್ಞಾನ ಸಿದ್ಧಿಸದು, ಆಚರಣೆಯಿಂದ ಮಾತ್ರ ಅದು ಸಾಧ್ಯ ಎಂದು ತಿಳಿಸಿದರು. ಕಾರ್ಯಕ್ರಮದಲ್ಲಿ ಗಣ್ಯರು ಉಪಸ್ಥಿತರಿದ್ದರು.	[321, 166, 405, 220]
temple-name: ಶೀಂದಮ್ಮ ಪಾರಂ	[151, 99, 187, 106]
listing-body: ಬೆಳಗ್ಗೆ ೯ ಕ್ಕೆ	[224, 635, 243, 642]
program-item-2	[10, 350, 114, 404]
program-item-0	[10, 208, 114, 262]
mid-photo-caption: ಕೋಲಾರದ ಬಿ ಪಿ	[527, 438, 555, 445]
program-body: ಕೋಲಾರ ಜಿಲ್ಲಾ ಮಟ್ಟದ ಜಾನಪದ ಉತ್ಸವವನ್ನು ಕೋಲಾರ ನಗರದ ಬಾಲಭವನ ಆವರಣದಲ್ಲಿ ಬೆಳಗ್ಗೆ ೧೦ ಗಂಟೆಗೆ ಉದ್ಘಾಟನೆ. ಜಾನಪದ ಕಲಾವಿದರಿಂದ ವಿವಿಧ ಪ್ರಕಾರಗಳ ಪ್ರದರ್ಶನ ಹಾಗೂ ಸಂಜೆ ೬-೩೦ ಕ್ಕೆ ಸಾಂಸ್ಕೃತಿಕ ಕಾರ್ಯಕ್ರಮ. ಜಿಲ್ಲಾಧಿಕಾರಿಗಳು, ಜಿ.ಪಂ. ಮುಖ್ಯ ಕಾರ್ಯನಿರ್ವಹಣಾಧಿಕಾರಿ ಭಾಗವಹಿಸುವರು.	[10, 223, 114, 260]
masthead	[10, 8, 935, 29]
lead-body-2: ಜೀವನದಲ್ಲಿ ನೈತಿಕ ಮೌಲ್ಯಗಳನ್ನು ಅಳವಡಿಸಿಕೊಳ್ಳುವುದು ಅಗತ್ಯ. ಯುವ ಜನಾಂಗ ಆಧ್ಯಾತ್ಮಿಕತೆಯ ಕಡೆಗೆ ಒಲವು ತೋರಬೇಕು. ಗ್ರಂಥಗಳ ಅಧ್ಯಯನದಿಂದ ಮಾತ್ರ ಜ್ಞಾನ ಸಿದ್ಧಿಸದು, ಆಚರಣೆಯಿಂದ ಮಾತ್ರ ಅದು ಸಾಧ್ಯ ಎಂದು ತಿಳಿಸಿದರು. ಕಾರ್ಯಕ್ರಮದಲ್ಲಿ ಗಣ್ಯರು ಉಪಸ್ಥಿತರಿದ್ದರು.	[502, 189, 580, 242]
lower-body-1: ಬಹುಳ ಮಕ್ಕಳಿಗೆ ವಿಜ್ಞಾನ ಕಲಿಕೆಯನ್ನು ಸುಲಭಗೊಳಿಸಬೇಕು ಎಂದು ಶಿಕ್ಷಣ ತಜ್ಞರು ಅಭಿಪ್ರಾಯಪಟ್ಟರು. ಪ್ರಯೋಗಾಲಯಗಳಲ್ಲಿ ಪ್ರಾಯೋಗಿಕ ಕಲಿಕೆಗೆ ಒತ್ತು ನೀಡಬೇಕು ಎಂದು ಹೇಳಿದರು.	[418, 633, 496, 671]
temple-detail: ಬೆಳಗ್ಗೆ ೮-೦೦ ಹಾಗೂ ೧೧-೦೦ ರ ವರೆಗೆ ಪೂಜೆ. ವಿಶೇಷ ಅಲಂಕಾರ ಹಾಗೂ ತೀರ್ಥ ಪ್ರಸಾದ ವಿತರಣೆ.	[127, 107, 211, 121]
lead-body-3: ರಾಜ್ಯ ಸರ್ಕಾರ ಆಧ್ಯಾತ್ಮಿಕ ಅಧ್ಯಯನ ಕೇಂದ್ರಗಳಿಗೆ ನೆರವು ನೀಡಬೇಕು ಎಂದು ಮನವಿ ಮಾಡಿದರು. ಸಮಾರಂಭದಲ್ಲಿ ಹಿರಿಯ ಸಾಹಿತಿಗಳು, ಚಿಂತಕರು, ವಿದ್ಯಾರ್ಥಿಗಳು ಭಾಗವಹಿಸಿದ್ದರು. ಅಧ್ಯಕ್ಷತೆಯನ್ನು ಸಂಸ್ಥೆಯ ಅಧ್ಯಕ್ಷರು ವಹಿಸಿದ್ದರು. ಈ ಸಂದರ್ಭದಲ್ಲಿ ಪ್ರಮುಖರಾದ ಡಾ. ಎ. ಎಸ್. ರಾಮ್ ಸೇರಿದಂತೆ ಹಲವರು ಉಪಸ್ಥಿತರಿದ್ದರು.	[502, 189, 664, 257]
program-place: ಕೋಲಾರ	[53, 285, 71, 292]
akashvani-line-13: ೭-೦೦ ಸಂಜೆ ವಾರ್ತೆಗಳು	[677, 188, 719, 195]
brief-caption-1: ಬಂಗಾರಪೇಟೆ ತಾಲೂಕಿನ ಶಾಲೆಯಲ್ಲಿ ನಡೆದ ವಾರ್ಷಿಕ ಸಮಾರಂಭದಲ್ಲಿ ವಿದ್ಯಾರ್ಥಿಗಳು ಸಾಂಸ್ಕೃತಿಕ ಕಾರ್ಯಕ್ರಮ ನೀಡಿದರು. ಮುಖ್ಯ ಅತಿಥಿಗಳಾಗಿ ಶಿಕ್ಷಣಾಧಿಕಾರಿಗಳು ಭಾಗವಹಿಸಿದ್ದರು.	[677, 423, 827, 435]
listing-title: ಘಟ್ಟದಬ್ಬ	[256, 553, 276, 561]
lower-body-2: ಶಾಲೆಗಳಲ್ಲಿ ವಿಜ್ಞಾನ ಪ್ರದರ್ಶನಗಳನ್ನು ನಿಯಮಿತವಾಗಿ ಆಯೋಜಿಸಬೇಕು. ವಿದ್ಯಾರ್ಥಿಗಳಲ್ಲಿ ಕುತೂಹಲ ಬೆಳೆಸಿದಾಗ ಮಾತ್ರ ಕಲಿಕೆ ಫಲಪ್ರದವಾಗುತ್ತದೆ ಎಂದು ತಿಳಿಸಿದರು. ಶಿಕ್ಷಕರು ನೂತನ ಬೋಧನಾ ವಿಧಾನಗಳನ್ನು ಅಳವಡಿಸಿಕೊಳ್ಳಬೇಕು.	[502, 633, 580, 679]
listing-14	[224, 388, 308, 404]
temple-item-2	[127, 131, 211, 185]
